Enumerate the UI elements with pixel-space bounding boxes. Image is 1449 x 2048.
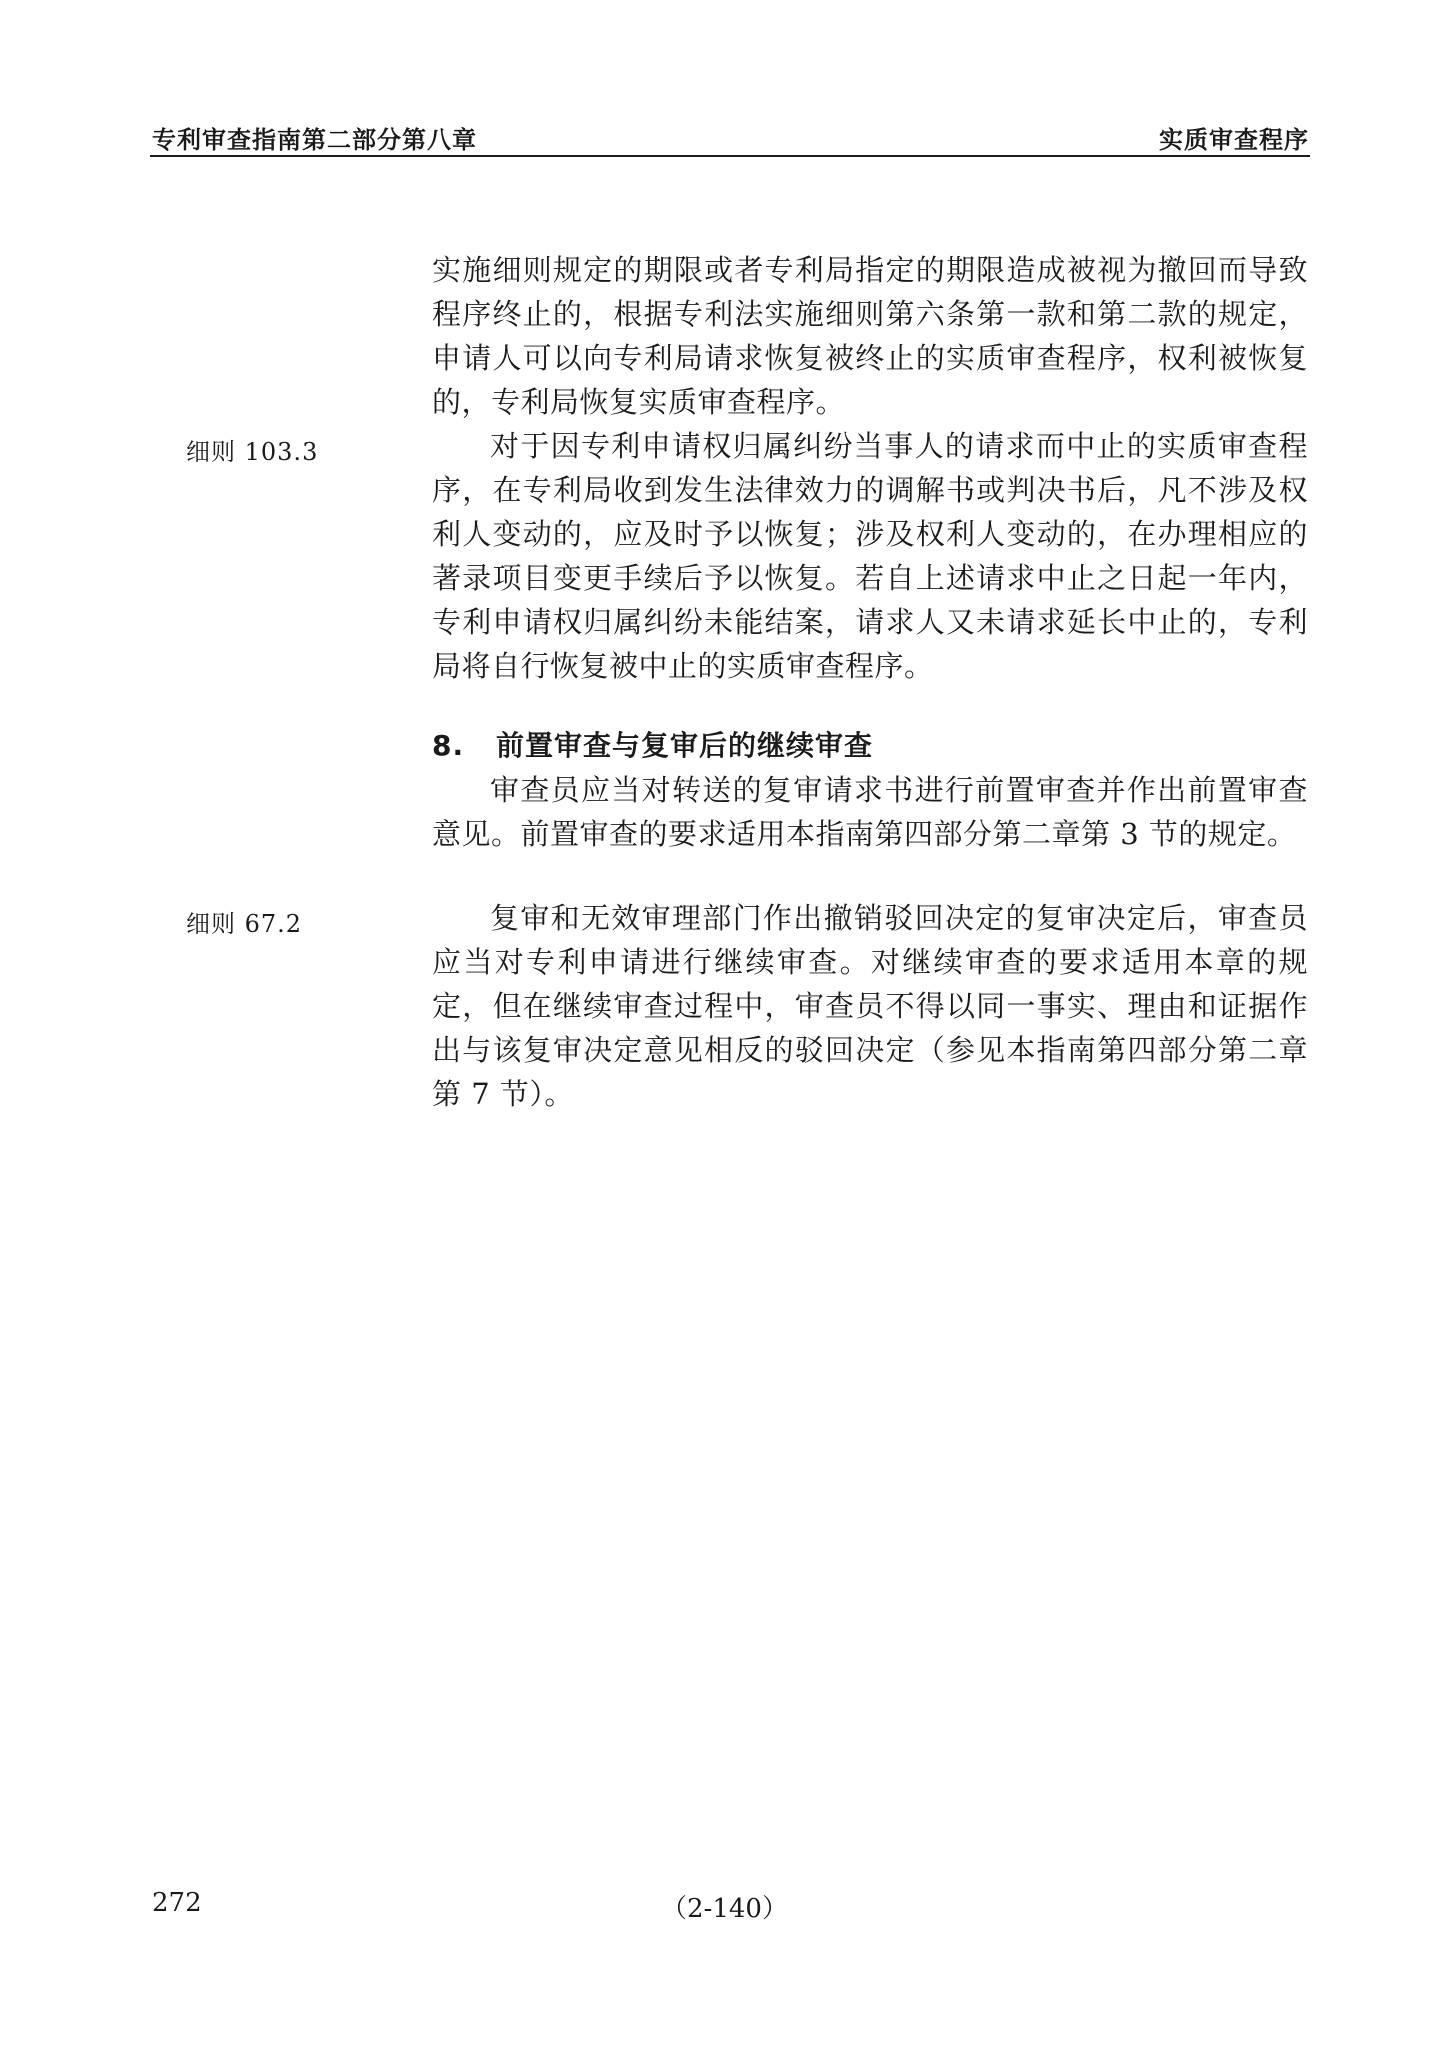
page-code: （2-140） [661, 1894, 788, 1924]
margin-note-rule-103-3: 细则 103.3 [186, 438, 319, 466]
margin-note-rule-67-2: 细则 67.2 [186, 910, 303, 938]
paragraph-continued-examination: 复审和无效审理部门作出撤销驳回决定的复审决定后，审查员应当对专利申请进行继续审查。对继续审查的要求适用本章的规定，但在继续审查过程中，审查员不得以同一事实、理由和证据作出与该复审决定意见相反的驳回决定（参见本指南第四部分第二章第 7 节）。 [432, 901, 1308, 1111]
header-divider [150, 155, 1310, 157]
section-number: 8. [432, 729, 465, 762]
running-header-right: 实质审查程序 [1159, 126, 1309, 154]
section-title: 前置审查与复审后的继续审查 [496, 729, 874, 762]
paragraph-continued: 实施细则规定的期限或者专利局指定的期限造成被视为撤回而导致程序终止的，根据专利法实施细则第六条第一款和第二款的规定，申请人可以向专利局请求恢复被终止的实质审查程序，权利被恢复的，专利局恢复实质审查程序。 [432, 253, 1308, 419]
paragraph-suspension-resume: 对于因专利申请权归属纠纷当事人的请求而中止的实质审查程序，在专利局收到发生法律效力的调解书或判决书后，凡不涉及权利人变动的，应及时予以恢复；涉及权利人变动的，在办理相应的著录项目变更手续后予以恢复。若自上述请求中止之日起一年内，专利申请权归属纠纷未能结案，请求人又未请求延长中止的，专利局将自行恢复被中止的实质审查程序。 [432, 429, 1308, 683]
paragraph-pre-examination: 审查员应当对转送的复审请求书进行前置审查并作出前置审查意见。前置审查的要求适用本指南第四部分第二章第 3 节的规定。 [432, 773, 1308, 851]
section-heading [432, 724, 873, 764]
running-header-left: 专利审查指南第二部分第八章 [152, 126, 477, 154]
page-number: 272 [152, 1888, 202, 1918]
